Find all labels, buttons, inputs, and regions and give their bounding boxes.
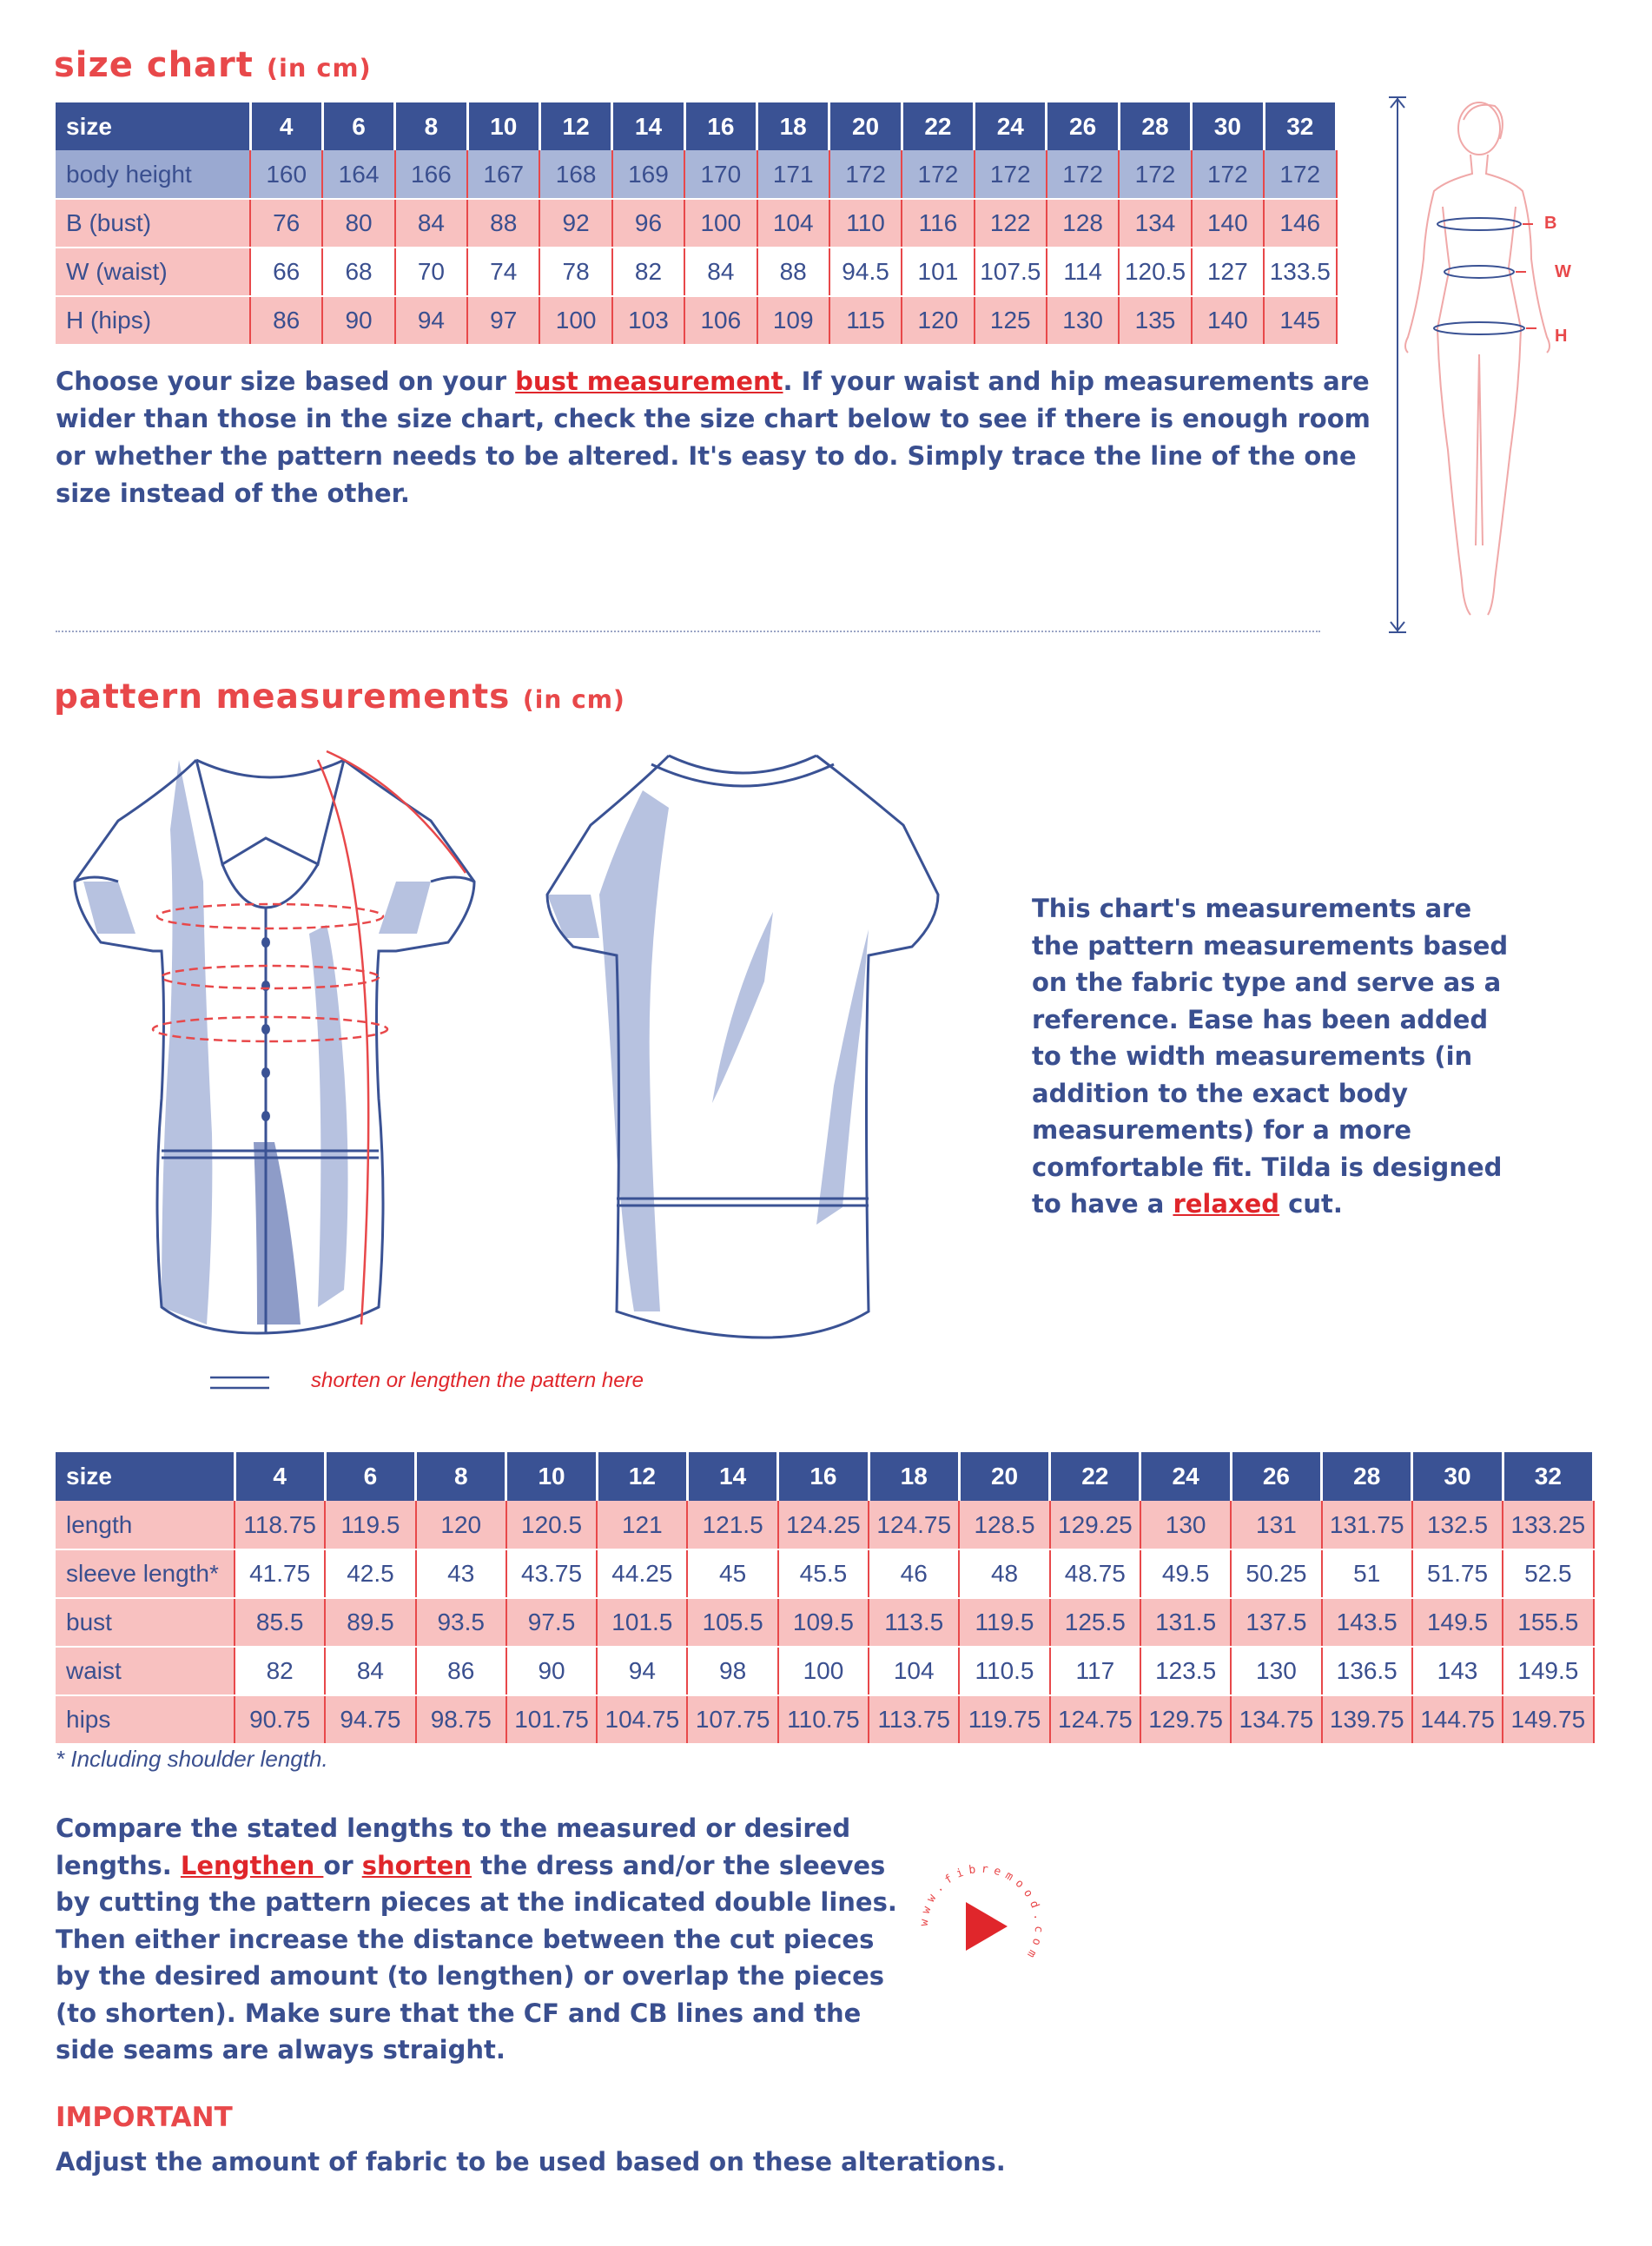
pattern-cell: 45.5	[778, 1549, 869, 1598]
size-chart-size-header: 12	[539, 102, 611, 150]
pattern-cell: 113.5	[869, 1598, 959, 1647]
size-chart-cell: 109	[757, 296, 829, 345]
pattern-cell: 149.5	[1503, 1647, 1593, 1695]
size-chart-title	[54, 45, 372, 85]
pattern-size-header: 14	[687, 1452, 777, 1501]
pattern-cell: 89.5	[325, 1598, 415, 1647]
pattern-cell: 48.75	[1050, 1549, 1140, 1598]
size-chart-cell: 78	[539, 248, 611, 296]
size-chart-cell: 116	[902, 199, 974, 248]
pattern-cell: 131	[1231, 1501, 1321, 1549]
pattern-cell: 131.5	[1140, 1598, 1231, 1647]
pattern-cell: 51	[1322, 1549, 1412, 1598]
size-chart-cell: 168	[539, 150, 611, 199]
pattern-cell: 113.75	[869, 1695, 959, 1744]
shorten-lengthen-legend: shorten or lengthen the pattern here	[311, 1369, 644, 1392]
pattern-header-label: size	[56, 1452, 235, 1501]
pattern-row	[56, 1549, 1594, 1598]
size-chart-cell: 146	[1264, 199, 1336, 248]
lengthen-link[interactable]: Lengthen	[180, 1850, 324, 1880]
size-chart-cell: 160	[250, 150, 322, 199]
description-text-2: cut.	[1279, 1189, 1343, 1219]
pattern-cell: 139.75	[1322, 1695, 1412, 1744]
size-chart-cell: 70	[395, 248, 467, 296]
advice-text-2: . If your waist and hip measurements are wider than those in the size chart, check the size chart below to see if there is enough room or whether the pattern needs to be altered. It's easy to do. Simply trace the line of the one size instead of the other.	[56, 367, 1371, 508]
pattern-header-row	[56, 1452, 1594, 1501]
size-chart-cell: 140	[1192, 296, 1264, 345]
size-chart-cell: 84	[395, 199, 467, 248]
waist-label: W	[1555, 262, 1571, 281]
size-chart-cell: 100	[684, 199, 757, 248]
pattern-cell: 125.5	[1050, 1598, 1140, 1647]
pattern-cell: 104	[869, 1647, 959, 1695]
pattern-measurements-title	[54, 677, 625, 717]
pattern-cell: 93.5	[416, 1598, 506, 1647]
size-chart-row	[56, 296, 1337, 345]
pattern-cell: 94	[597, 1647, 687, 1695]
size-chart-cell: 170	[684, 150, 757, 199]
pattern-cell: 51.75	[1412, 1549, 1503, 1598]
pattern-cell: 43.75	[506, 1549, 597, 1598]
size-chart-cell: 106	[684, 296, 757, 345]
pattern-cell: 130	[1140, 1501, 1231, 1549]
pattern-cell: 98.75	[416, 1695, 506, 1744]
size-chart-size-header: 18	[757, 102, 829, 150]
size-chart-cell: 164	[322, 150, 394, 199]
size-chart-cell: 101	[902, 248, 974, 296]
size-advice-paragraph	[56, 363, 1376, 512]
size-chart-size-header: 10	[467, 102, 539, 150]
size-chart-cell: 172	[902, 150, 974, 199]
pattern-cell: 101.75	[506, 1695, 597, 1744]
pattern-cell: 101.5	[597, 1598, 687, 1647]
pattern-cell: 46	[869, 1549, 959, 1598]
pattern-cell: 41.75	[235, 1549, 325, 1598]
body-figure-illustration	[1377, 94, 1585, 639]
size-chart-cell: 92	[539, 199, 611, 248]
size-chart-cell: 120	[902, 296, 974, 345]
pattern-cell: 42.5	[325, 1549, 415, 1598]
pattern-cell: 132.5	[1412, 1501, 1503, 1549]
pattern-unit: (in cm)	[522, 685, 625, 714]
pattern-cell: 45	[687, 1549, 777, 1598]
size-chart-row	[56, 199, 1337, 248]
size-header-row	[56, 102, 1337, 150]
pattern-title-text: pattern measurements	[54, 677, 511, 717]
hips-label: H	[1555, 327, 1568, 346]
size-chart-cell: 172	[1047, 150, 1119, 199]
pattern-cell: 129.75	[1140, 1695, 1231, 1744]
pattern-cell: 120	[416, 1501, 506, 1549]
size-chart-row-label: H (hips)	[56, 296, 250, 345]
size-chart-cell: 145	[1264, 296, 1336, 345]
size-chart-cell: 82	[612, 248, 684, 296]
size-chart-cell: 88	[757, 248, 829, 296]
size-chart-size-header: 22	[902, 102, 974, 150]
pattern-cell: 118.75	[235, 1501, 325, 1549]
compare-text-1: Compare the stated lengths to the measured or desired lengths.	[56, 1813, 851, 1880]
size-chart-row	[56, 248, 1337, 296]
body-outline	[1405, 102, 1550, 615]
pattern-cell: 155.5	[1503, 1598, 1593, 1647]
size-chart-cell: 172	[829, 150, 902, 199]
pattern-cell: 82	[235, 1647, 325, 1695]
pattern-size-header: 10	[506, 1452, 597, 1501]
pattern-cell: 50.25	[1231, 1549, 1321, 1598]
size-chart-cell: 125	[975, 296, 1047, 345]
pattern-cell: 100	[778, 1647, 869, 1695]
pattern-description	[1032, 890, 1518, 1223]
pattern-measurements-table	[56, 1452, 1595, 1745]
pattern-cell: 107.75	[687, 1695, 777, 1744]
section-divider	[56, 631, 1320, 632]
size-chart-size-header: 28	[1119, 102, 1191, 150]
dress-back-illustration	[539, 738, 955, 1346]
pattern-cell: 105.5	[687, 1598, 777, 1647]
size-chart-row	[56, 150, 1337, 199]
bust-label: B	[1544, 214, 1557, 233]
pattern-cell: 119.5	[325, 1501, 415, 1549]
size-chart-cell: 127	[1192, 248, 1264, 296]
pattern-cell: 120.5	[506, 1501, 597, 1549]
pattern-row	[56, 1598, 1594, 1647]
size-chart-size-header: 26	[1047, 102, 1119, 150]
shorten-link[interactable]: shorten	[361, 1850, 472, 1880]
play-icon	[966, 1902, 1008, 1951]
size-chart-title-text: size chart	[54, 45, 254, 85]
size-chart-cell: 80	[322, 199, 394, 248]
pattern-cell: 119.5	[959, 1598, 1049, 1647]
size-chart-cell: 66	[250, 248, 322, 296]
pattern-cell: 52.5	[1503, 1549, 1593, 1598]
pattern-size-header: 24	[1140, 1452, 1231, 1501]
pattern-cell: 133.25	[1503, 1501, 1593, 1549]
pattern-size-header: 6	[325, 1452, 415, 1501]
size-chart-cell: 128	[1047, 199, 1119, 248]
pattern-size-header: 26	[1231, 1452, 1321, 1501]
size-chart-cell: 120.5	[1119, 248, 1191, 296]
size-chart-cell: 86	[250, 296, 322, 345]
pattern-cell: 143	[1412, 1647, 1503, 1695]
size-chart-row-label: B (bust)	[56, 199, 250, 248]
size-chart-unit: (in cm)	[266, 53, 372, 83]
pattern-cell: 144.75	[1412, 1695, 1503, 1744]
pattern-row	[56, 1501, 1594, 1549]
important-heading: IMPORTANT	[56, 2102, 233, 2133]
pattern-cell: 123.5	[1140, 1647, 1231, 1695]
size-chart-cell: 115	[829, 296, 902, 345]
size-chart-row-label: W (waist)	[56, 248, 250, 296]
pattern-cell: 124.75	[869, 1501, 959, 1549]
pattern-cell: 86	[416, 1647, 506, 1695]
pattern-cell: 121.5	[687, 1501, 777, 1549]
pattern-size-header: 18	[869, 1452, 959, 1501]
pattern-row-label: length	[56, 1501, 235, 1549]
size-chart-row-label: body height	[56, 150, 250, 199]
compare-text-3: the dress and/or the sleeves by cutting the pattern pieces at the indicated double lines. Then either increase the distance between the cut pieces by the desired amount (to lengthen) or overlap the pieces (to shorten). Make sure that the CF and CB lines and the side seams are always straight.	[56, 1850, 897, 2064]
video-play-logo[interactable]	[912, 1857, 1051, 1996]
size-chart-cell: 104	[757, 199, 829, 248]
advice-text-1: Choose your size based on your	[56, 367, 516, 396]
pattern-cell: 94.75	[325, 1695, 415, 1744]
pattern-size-header: 16	[778, 1452, 869, 1501]
size-chart-cell: 130	[1047, 296, 1119, 345]
pattern-cell: 90	[506, 1647, 597, 1695]
pattern-cell: 49.5	[1140, 1549, 1231, 1598]
pattern-cell: 104.75	[597, 1695, 687, 1744]
pattern-cell: 134.75	[1231, 1695, 1321, 1744]
size-chart-cell: 166	[395, 150, 467, 199]
pattern-cell: 124.25	[778, 1501, 869, 1549]
size-chart-cell: 172	[1192, 150, 1264, 199]
double-line-legend-icon	[208, 1372, 271, 1393]
size-chart-cell: 90	[322, 296, 394, 345]
size-chart-cell: 96	[612, 199, 684, 248]
size-chart-cell: 94.5	[829, 248, 902, 296]
size-chart-size-header: 32	[1264, 102, 1336, 150]
logo-text-path: www.fibremood.com	[917, 1862, 1046, 1965]
pattern-size-header: 8	[416, 1452, 506, 1501]
pattern-cell: 124.75	[1050, 1695, 1140, 1744]
size-chart-cell: 122	[975, 199, 1047, 248]
size-chart-cell: 94	[395, 296, 467, 345]
size-chart-size-header: 14	[612, 102, 684, 150]
pattern-cell: 149.75	[1503, 1695, 1593, 1744]
size-chart-cell: 76	[250, 199, 322, 248]
pattern-size-header: 12	[597, 1452, 687, 1501]
size-chart-cell: 167	[467, 150, 539, 199]
pattern-cell: 85.5	[235, 1598, 325, 1647]
alteration-paragraph	[56, 1810, 907, 2069]
size-chart-size-header: 8	[395, 102, 467, 150]
description-text-1: This chart's measurements are the pattern measurements based on the fabric type and serve as a reference. Ease has been added to the width measurements (in addition to the exact body measurements) for a more comfortable fit. Tilda is designed to have a	[1032, 894, 1509, 1219]
size-chart-size-header: 24	[975, 102, 1047, 150]
size-chart-cell: 100	[539, 296, 611, 345]
pattern-cell: 44.25	[597, 1549, 687, 1598]
pattern-cell: 48	[959, 1549, 1049, 1598]
back-fill	[547, 790, 869, 1311]
size-header-label: size	[56, 102, 250, 150]
pattern-cell: 90.75	[235, 1695, 325, 1744]
pattern-size-header: 4	[235, 1452, 325, 1501]
pattern-cell: 98	[687, 1647, 777, 1695]
pattern-cell: 136.5	[1322, 1647, 1412, 1695]
size-chart-cell: 140	[1192, 199, 1264, 248]
size-chart-cell: 74	[467, 248, 539, 296]
pattern-cell: 110.75	[778, 1695, 869, 1744]
compare-text-2: or	[323, 1850, 362, 1880]
size-chart-cell: 169	[612, 150, 684, 199]
size-chart-cell: 84	[684, 248, 757, 296]
pattern-row-label: sleeve length*	[56, 1549, 235, 1598]
size-chart-cell: 134	[1119, 199, 1191, 248]
pattern-cell: 131.75	[1322, 1501, 1412, 1549]
pattern-cell: 97.5	[506, 1598, 597, 1647]
relaxed-link[interactable]: relaxed	[1173, 1189, 1280, 1219]
pattern-cell: 109.5	[778, 1598, 869, 1647]
size-chart-size-header: 4	[250, 102, 322, 150]
important-text: Adjust the amount of fabric to be used based on these alterations.	[56, 2147, 1006, 2177]
pattern-cell: 43	[416, 1549, 506, 1598]
pattern-cell: 129.25	[1050, 1501, 1140, 1549]
size-chart-cell: 135	[1119, 296, 1191, 345]
pattern-row-label: bust	[56, 1598, 235, 1647]
size-chart-cell: 68	[322, 248, 394, 296]
bust-measurement-link[interactable]: bust measurement	[515, 367, 783, 396]
pattern-row	[56, 1647, 1594, 1695]
size-chart-cell: 103	[612, 296, 684, 345]
pattern-cell: 110.5	[959, 1647, 1049, 1695]
size-chart-cell: 114	[1047, 248, 1119, 296]
pattern-cell: 117	[1050, 1647, 1140, 1695]
pattern-cell: 121	[597, 1501, 687, 1549]
size-chart-cell: 171	[757, 150, 829, 199]
footnote: * Including shoulder length.	[56, 1746, 328, 1772]
pattern-cell: 143.5	[1322, 1598, 1412, 1647]
pattern-row-label: waist	[56, 1647, 235, 1695]
pattern-row	[56, 1695, 1594, 1744]
pattern-cell: 128.5	[959, 1501, 1049, 1549]
size-chart-cell: 172	[1264, 150, 1336, 199]
size-chart-cell: 88	[467, 199, 539, 248]
size-chart-size-header: 6	[322, 102, 394, 150]
pattern-cell: 84	[325, 1647, 415, 1695]
height-arrow	[1389, 97, 1406, 632]
size-chart-size-header: 16	[684, 102, 757, 150]
size-chart-cell: 110	[829, 199, 902, 248]
pattern-row-label: hips	[56, 1695, 235, 1744]
pattern-size-header: 32	[1503, 1452, 1593, 1501]
pattern-cell: 130	[1231, 1647, 1321, 1695]
size-chart-cell: 107.5	[975, 248, 1047, 296]
dress-front-illustration	[66, 734, 483, 1342]
size-chart-table	[56, 102, 1338, 346]
pattern-size-header: 20	[959, 1452, 1049, 1501]
back-outline	[547, 756, 938, 1338]
size-chart-size-header: 30	[1192, 102, 1264, 150]
size-chart-cell: 172	[975, 150, 1047, 199]
pattern-cell: 149.5	[1412, 1598, 1503, 1647]
size-chart-cell: 172	[1119, 150, 1191, 199]
pattern-cell: 137.5	[1231, 1598, 1321, 1647]
size-chart-cell: 133.5	[1264, 248, 1336, 296]
pattern-size-header: 30	[1412, 1452, 1503, 1501]
pattern-cell: 119.75	[959, 1695, 1049, 1744]
size-chart-cell: 97	[467, 296, 539, 345]
pattern-size-header: 22	[1050, 1452, 1140, 1501]
size-chart-size-header: 20	[829, 102, 902, 150]
pattern-size-header: 28	[1322, 1452, 1412, 1501]
